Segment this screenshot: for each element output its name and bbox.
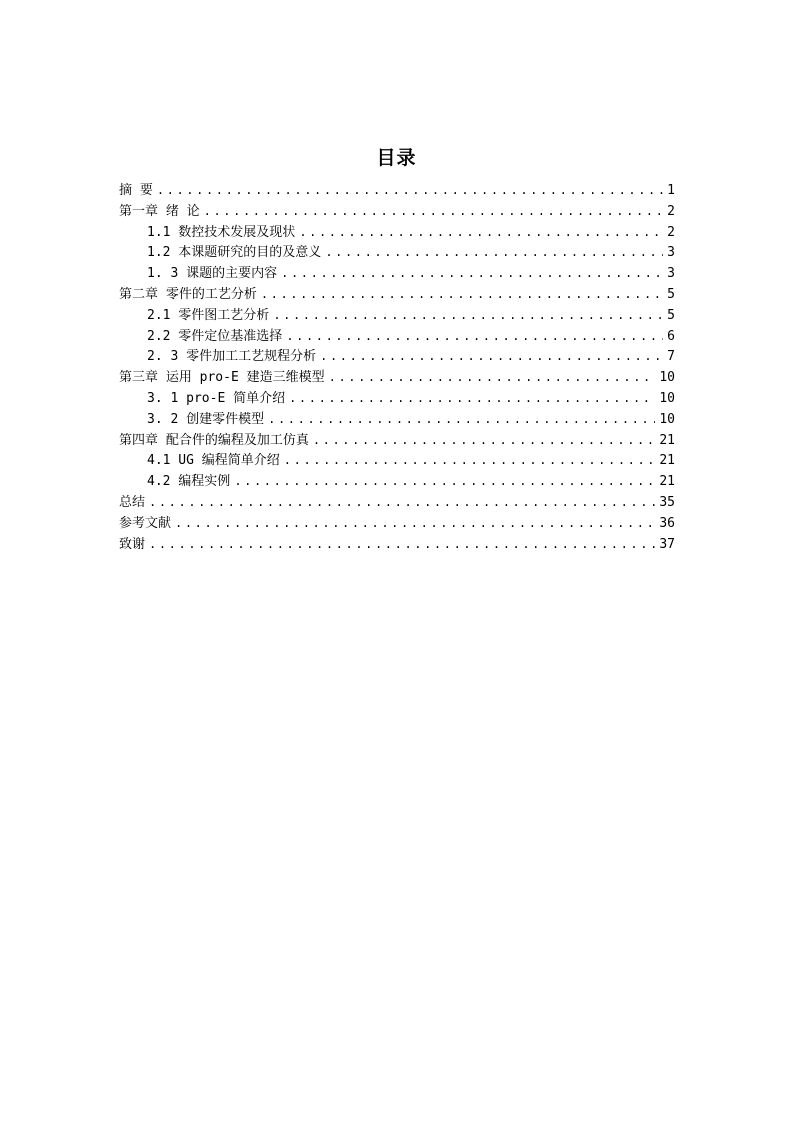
toc-dot-leader (234, 471, 655, 492)
toc-dot-leader (261, 284, 663, 305)
toc-page-number: 3 (667, 245, 675, 261)
page-title: 目录 (376, 147, 417, 169)
toc-dot-leader (320, 346, 663, 367)
toc-entry-label: 致谢 (119, 536, 146, 552)
toc-page-number: 2 (667, 203, 675, 219)
toc-entry-label: 2.2 零件定位基准选择 (147, 328, 283, 344)
toc-page-number: 10 (659, 411, 675, 427)
toc-dot-leader (157, 180, 663, 201)
toc-entry-label: 4.1 UG 编程简单介绍 (147, 453, 280, 469)
toc-section-entry[interactable] (119, 450, 675, 471)
toc-page-number: 5 (667, 286, 675, 302)
toc-page-number: 10 (659, 370, 675, 386)
toc-dot-leader (149, 492, 655, 513)
toc-page-number: 7 (667, 349, 675, 365)
toc-section-entry[interactable] (119, 346, 675, 367)
toc-dot-leader (284, 450, 656, 471)
toc-dot-leader (313, 430, 656, 451)
toc-dot-leader (286, 326, 663, 347)
toc-chapter-entry[interactable] (119, 534, 675, 555)
toc-section-entry[interactable] (119, 222, 675, 243)
toc-dot-leader (329, 367, 656, 388)
toc-entry-label: 参考文献 (119, 515, 172, 531)
toc-section-entry[interactable] (119, 242, 675, 263)
toc-page-number: 6 (667, 328, 675, 344)
toc-section-entry[interactable] (119, 326, 675, 347)
toc-section-entry[interactable] (119, 388, 675, 409)
toc-page-number: 5 (667, 307, 675, 323)
toc-dot-leader (273, 305, 663, 326)
toc-chapter-entry[interactable] (119, 430, 675, 451)
toc-page-number: 2 (667, 224, 675, 240)
toc-page-number: 3 (667, 266, 675, 282)
toc-entry-label: 第三章 运用 pro-E 建造三维模型 (119, 370, 325, 386)
toc-dot-leader (204, 201, 663, 222)
toc-dot-leader (268, 409, 655, 430)
toc-entry-label: 3. 1 pro-E 简单介绍 (147, 390, 286, 406)
toc-page-number: 21 (659, 453, 675, 469)
toc-section-entry[interactable] (119, 409, 675, 430)
toc-dot-leader (281, 263, 663, 284)
toc-page-number: 35 (659, 494, 675, 510)
toc-entry-label: 第一章 绪 论 (119, 203, 200, 219)
toc-entry-label: 2. 3 零件加工工艺规程分析 (147, 349, 317, 365)
toc-entry-label: 摘 要 (119, 183, 153, 198)
toc-dot-leader (175, 513, 655, 534)
toc-entry-label: 1. 3 课题的主要内容 (147, 266, 278, 282)
toc-chapter-entry[interactable] (119, 284, 675, 305)
toc-chapter-entry[interactable] (119, 201, 675, 222)
toc-dot-leader (149, 534, 655, 555)
toc-chapter-entry[interactable] (119, 513, 675, 534)
toc-dot-leader (289, 388, 655, 409)
toc-entry-label: 1.2 本课题研究的目的及意义 (147, 245, 322, 261)
toc-page-number: 1 (667, 183, 675, 198)
toc-entry-label: 4.2 编程实例 (147, 474, 231, 490)
toc-dot-leader (325, 242, 663, 263)
toc-section-entry[interactable] (119, 471, 675, 492)
toc-entry-label: 1.1 数控技术发展及现状 (147, 224, 296, 240)
toc-page-number: 36 (659, 515, 675, 531)
toc-entry-label: 总结 (119, 494, 146, 510)
toc-page-number: 21 (659, 432, 675, 448)
toc-entry-label: 第二章 零件的工艺分析 (119, 286, 257, 302)
toc-page-number: 10 (659, 390, 675, 406)
toc-chapter-entry[interactable] (119, 180, 675, 201)
toc-entry-label: 2.1 零件图工艺分析 (147, 307, 270, 323)
toc-chapter-entry[interactable] (119, 492, 675, 513)
toc-chapter-entry[interactable] (119, 367, 675, 388)
toc-page-number: 37 (659, 536, 675, 552)
toc-page-number: 21 (659, 474, 675, 490)
toc-section-entry[interactable] (119, 263, 675, 284)
toc-section-entry[interactable] (119, 305, 675, 326)
toc-dot-leader (299, 222, 663, 243)
toc-entry-label: 3. 2 创建零件模型 (147, 411, 265, 427)
table-of-contents (119, 180, 675, 554)
toc-entry-label: 第四章 配合件的编程及加工仿真 (119, 432, 309, 448)
